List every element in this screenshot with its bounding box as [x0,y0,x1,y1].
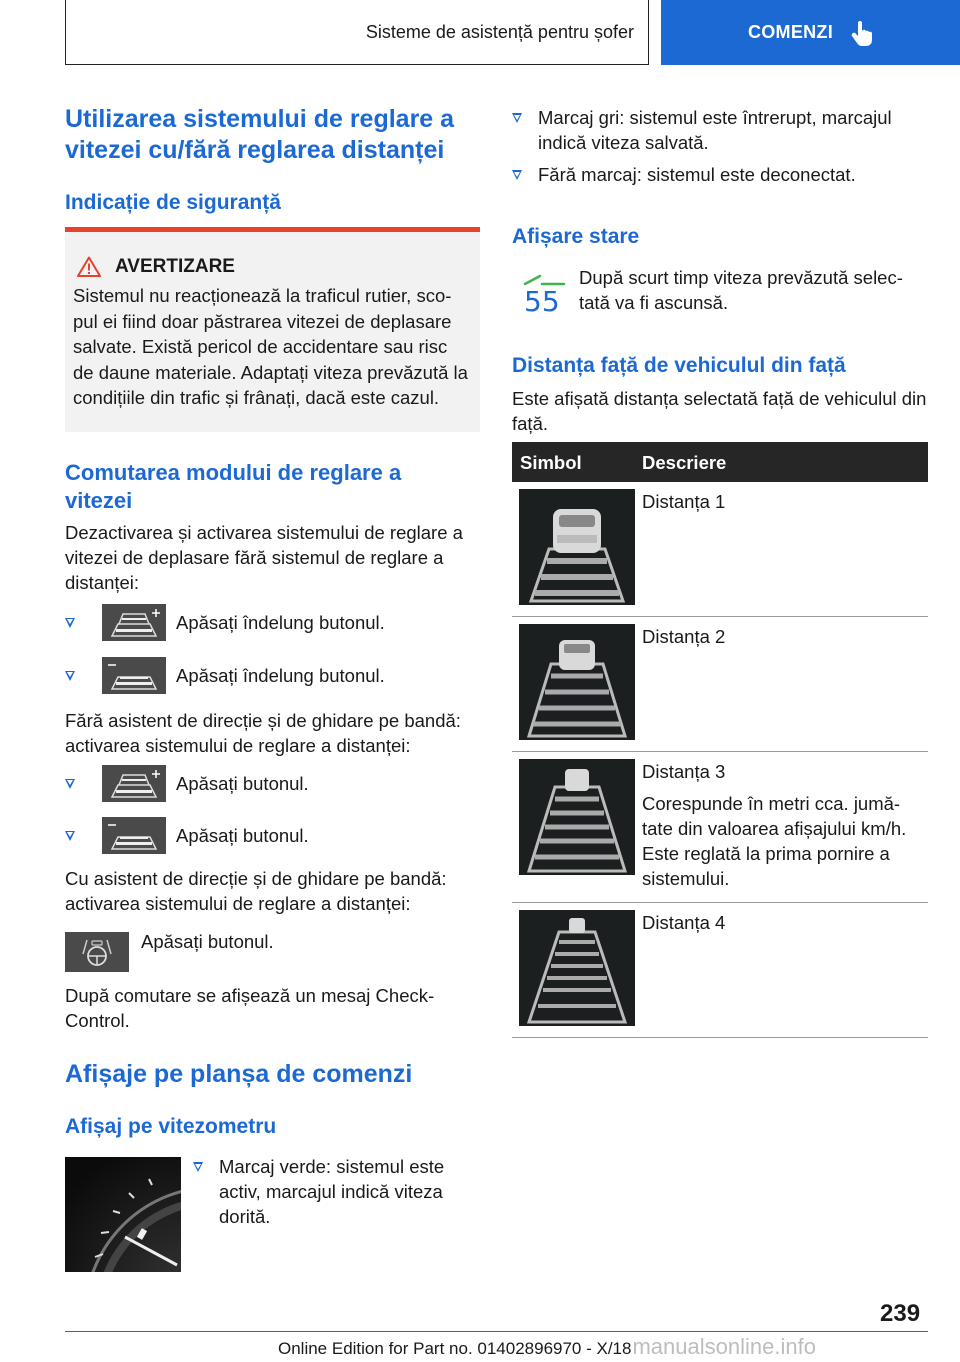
step-3-text: Apăsați butonul. [176,773,309,794]
cruise-plus-button-icon [102,604,166,641]
tab-comenzi[interactable] [661,0,960,65]
page-title: Utilizarea sistemului de reglare a vitezei cu/fără reglarea distanței [65,105,455,164]
grey-mark-item [512,105,928,155]
step-4 [65,817,309,854]
distance-plus-button-icon [102,765,166,802]
step-2 [65,657,385,694]
speed-status-icon [520,270,566,320]
warning-title [77,254,472,279]
speedometer-image [65,1157,181,1272]
step-5-text: Apăsați butonul. [141,931,274,952]
cruise-minus-button-icon [102,657,166,694]
bullet-icon [512,170,522,180]
bullet-icon [65,831,75,841]
step-1 [65,604,385,641]
description-cell [642,617,928,752]
step-5 [65,932,274,972]
bullet-icon [512,113,522,123]
distance-1-icon [519,489,635,605]
col-symbol: Simbol [512,442,642,482]
step-3 [65,765,309,802]
status-speed-value: 55 [524,285,560,318]
footer-text [278,1335,816,1361]
description-cell [642,903,928,1038]
site-watermark: manualsonline.info [632,1334,816,1359]
display-heading: Afișaje pe planșa de comenzi [65,1060,413,1088]
step-4-text: Apăsați butonul. [176,825,309,846]
section-title: Sisteme de asistență pentru șofer [365,21,634,42]
page-number: 239 [880,1300,921,1327]
distance-2-icon [519,624,635,740]
symbol-cell [512,903,642,1038]
green-mark-item [193,1154,478,1229]
steering-assist-button-icon [65,932,129,972]
no-mark-text: Fără marcaj: sistemul este deconectat. [538,164,856,185]
safety-heading: Indicație de siguranță [65,191,281,214]
step-2-text: Apăsați îndelung butonul. [176,665,385,686]
warning-text: Sistemul nu reacționează la traficul rutier, sco- pul ei fiind doar păstrarea vitezei de deplasare salvate. Există pericol de accidentare sau risc de daune materiale. Adaptați viteza prevăzută la condițiile din trafic și frânați, dacă este cazul. [73,285,468,408]
symbol-cell [512,617,642,752]
no-mark-item [512,162,856,187]
distance-minus-button-icon [102,817,166,854]
with-assist-text: Cu asistent de direcție și de ghidare pe bandă: activarea sistemului de reglare a distanței: [65,868,447,914]
col-description: Descriere [642,442,928,482]
after-switch-text: După comutare se afișează un mesaj Check- Control. [65,985,435,1031]
step-1-text: Apăsați îndelung butonul. [176,612,385,633]
warning-label: AVERTIZARE [115,256,235,277]
hand-pointer-icon [851,20,873,46]
distance-2-title: Distanța 2 [642,626,726,647]
symbol-cell [512,752,642,903]
table-row [512,752,928,903]
grey-mark-text: Marcaj gri: sistemul este întrerupt, marcajul indică viteza salvată. [538,107,892,153]
warning-triangle-icon [77,256,101,277]
status-text: După scurt timp viteza prevăzută selec- tată va fi ascunsă. [579,267,903,313]
table-header-row [512,442,928,482]
table-row [512,903,928,1038]
table-row [512,617,928,752]
green-mark-text: Marcaj verde: sistemul este activ, marcajul indică viteza dorită. [219,1156,445,1227]
table-row [512,482,928,617]
distance-heading: Distanța față de vehiculul din față [512,354,846,377]
footer-rule [65,1331,928,1332]
tab-label: COMENZI [747,22,834,42]
bullet-icon [193,1162,203,1172]
header-section [65,0,649,65]
distance-1-title: Distanța 1 [642,491,726,512]
bullet-icon [65,779,75,789]
distance-3-icon [519,759,635,875]
distance-table [512,442,928,1038]
status-heading: Afișare stare [512,225,640,248]
distance-3-note: Corespunde în metri cca. jumă- tate din valoarea afișajului km/h. Este reglată la prima pornire a sistemului. [642,793,907,889]
no-assist-text: Fără asistent de direcție și de ghidare pe bandă: activarea sistemului de reglare a distanței: [65,710,461,756]
edition-text: Online Edition for Part no. 01402896970 - X/18 [278,1339,632,1358]
distance-4-icon [519,910,635,1026]
bullet-icon [65,671,75,681]
symbol-cell [512,482,642,617]
speedo-heading: Afișaj pe vitezometru [65,1115,277,1138]
distance-3-title: Distanța 3 [642,761,726,782]
distance-intro: Este afișată distanța selectată față de vehiculul din față. [512,388,927,434]
switch-heading: Comutarea modului de reglare a vitezei [65,460,402,513]
distance-4-title: Distanța 4 [642,912,726,933]
description-cell [642,482,928,617]
bullet-icon [65,618,75,628]
warning-box [65,227,480,432]
switch-intro: Dezactivarea și activarea sistemului de reglare a vitezei de deplasare fără sistemul de reglare a distanței: [65,522,463,593]
description-cell [642,752,928,903]
